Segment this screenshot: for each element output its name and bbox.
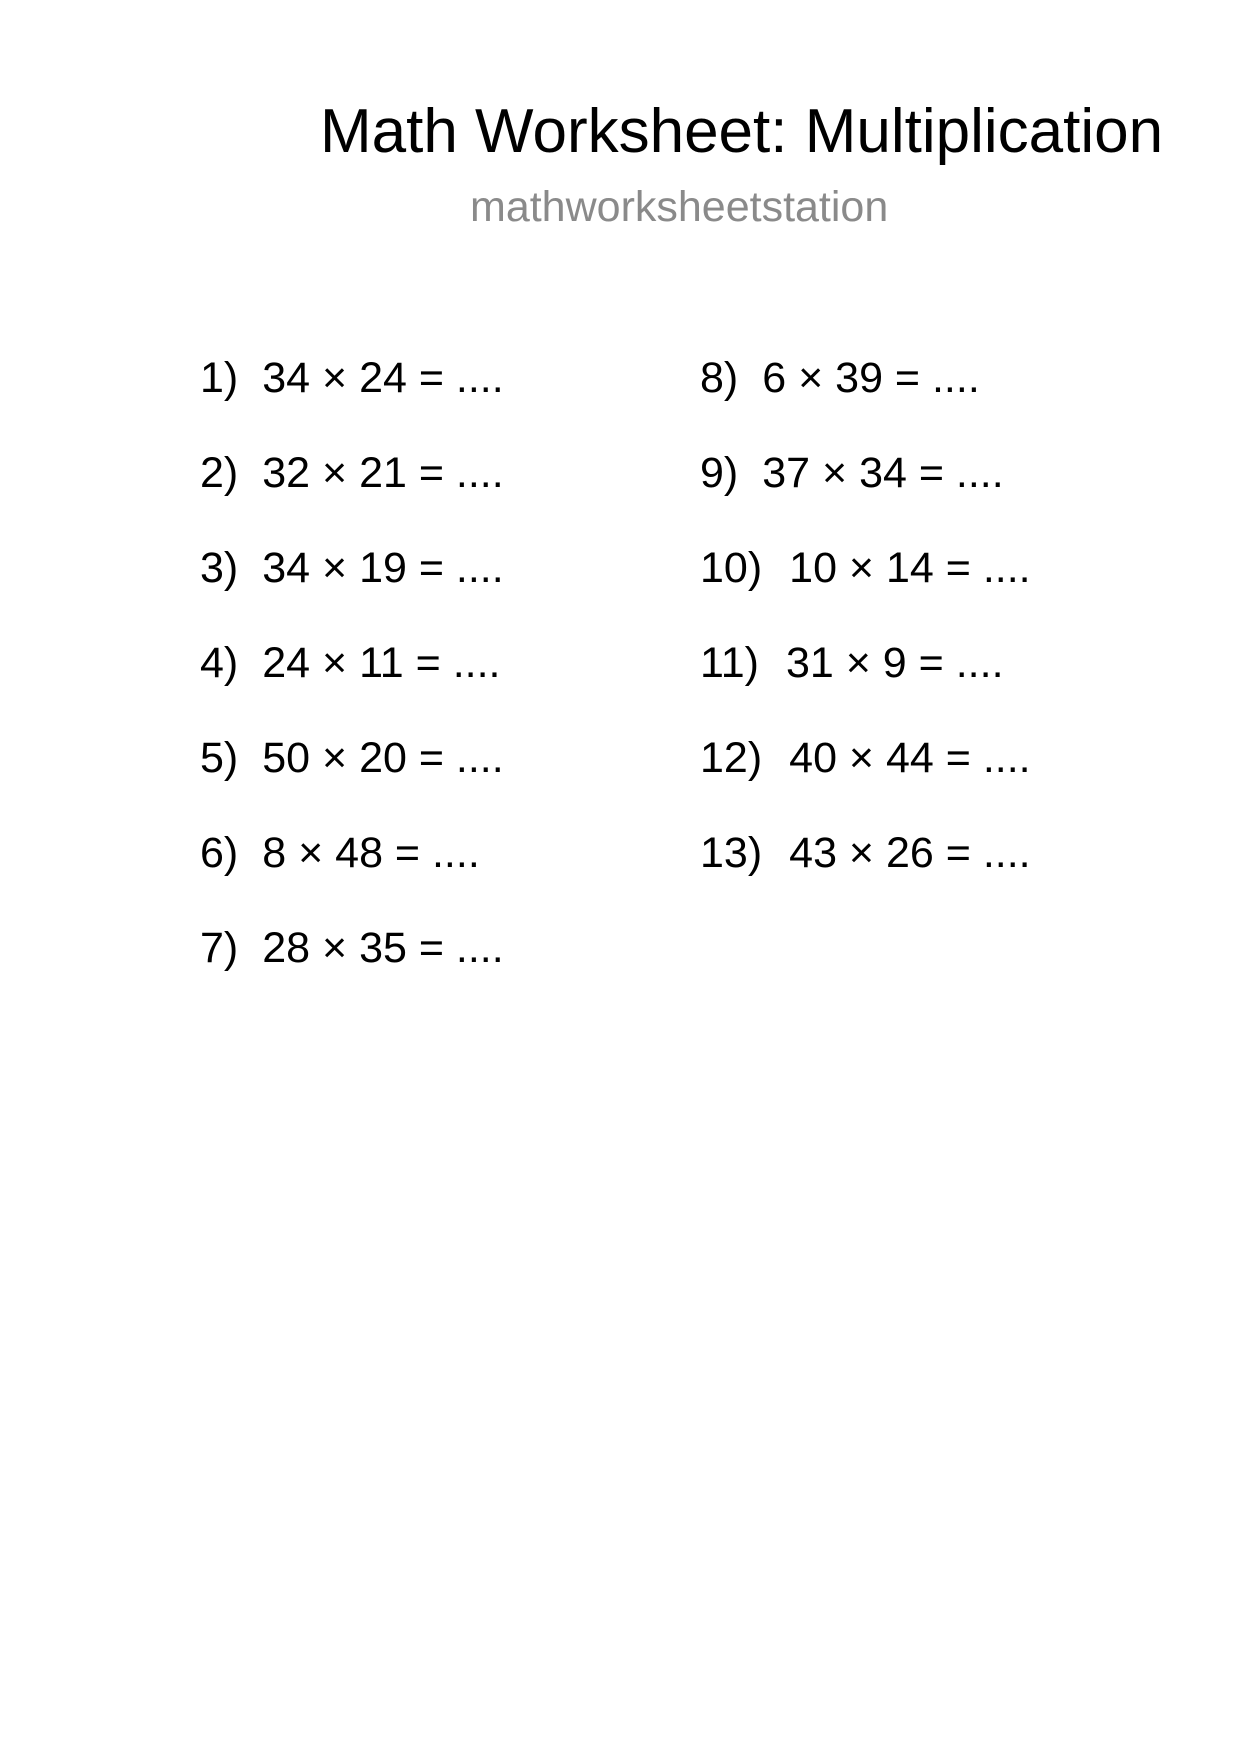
problem-item [700,633,1004,693]
problem-expression: 40 × 44 = .... [789,734,1031,782]
problem-expression: 50 × 20 = .... [262,734,504,782]
problem-expression: 32 × 21 = .... [262,449,504,497]
problem-item [700,348,980,408]
problem-number: 2) [200,449,239,497]
problem-expression: 6 × 39 = .... [762,354,980,402]
problem-number: 13) [700,829,763,877]
problem-number: 5) [200,734,239,782]
problem-number: 7) [200,924,239,972]
problem-expression: 34 × 24 = .... [262,354,504,402]
problem-item [200,348,504,408]
problem-number: 11) [700,639,759,687]
problem-expression: 31 × 9 = .... [785,639,1004,687]
problem-item [200,728,504,788]
problem-expression: 28 × 35 = .... [262,924,504,972]
problem-number: 6) [200,829,239,877]
problem-number: 10) [700,544,763,592]
problem-number: 9) [700,449,739,497]
problem-item [700,728,1031,788]
problem-item [700,538,1031,598]
problem-item [200,633,501,693]
worksheet-title: Math Worksheet: Multiplication [320,97,1164,166]
problem-number: 3) [200,544,239,592]
problem-number: 4) [200,639,239,687]
problem-item [200,443,504,503]
problem-item [700,823,1031,883]
problem-number: 8) [700,354,739,402]
problem-expression: 37 × 34 = .... [762,449,1004,497]
problem-expression: 24 × 11 = .... [262,639,501,687]
problem-expression: 10 × 14 = .... [789,544,1031,592]
problem-expression: 43 × 26 = .... [789,829,1031,877]
problem-expression: 8 × 48 = .... [262,829,480,877]
problem-number: 1) [200,354,239,402]
worksheet-source: mathworksheetstation [470,183,889,231]
problem-number: 12) [700,734,763,782]
problem-item [200,823,480,883]
problem-expression: 34 × 19 = .... [262,544,504,592]
problem-item [200,538,504,598]
problem-item [700,443,1004,503]
problem-item [200,918,504,978]
